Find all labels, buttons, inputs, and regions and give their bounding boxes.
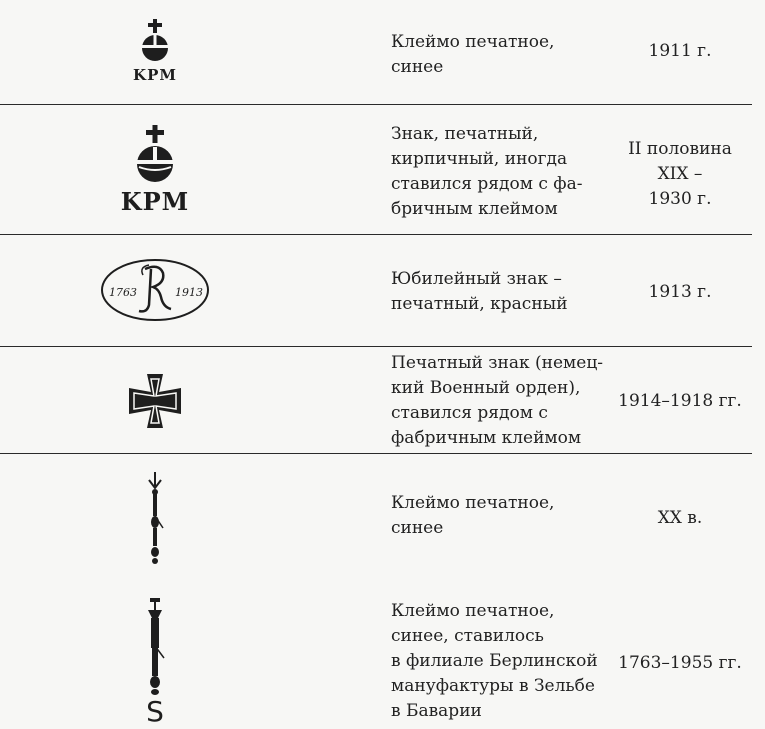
mark-row-4 bbox=[0, 347, 765, 453]
orb-cross-icon bbox=[135, 17, 175, 65]
mark-description: Клеймо печатное, синее bbox=[391, 32, 555, 77]
mark-description: Печатный знак (немец- кий Военный орден), ставился рядом с фабричным клеймом bbox=[391, 353, 604, 448]
year-right: 1913 bbox=[175, 286, 203, 299]
mark-row-3 bbox=[0, 235, 765, 346]
mark-date: 1913 г. bbox=[648, 282, 712, 302]
mark-image-2 bbox=[95, 121, 215, 217]
mark-image-4 bbox=[95, 371, 215, 431]
mark-description: Юбилейный знак – печатный, красный bbox=[391, 269, 568, 314]
mark-row-1 bbox=[0, 0, 765, 104]
mark-description: Клеймо печатное, синее bbox=[391, 493, 555, 538]
mark-description: Знак, печатный, кирпичный, иногда ставился рядом с фа- бричным клеймом bbox=[391, 124, 583, 219]
jubilee-oval-icon bbox=[99, 255, 211, 325]
orb-cross-icon bbox=[129, 123, 181, 185]
mark-letter: S bbox=[146, 695, 164, 728]
mark-image-3 bbox=[95, 251, 215, 329]
mark-description: Клеймо печатное, синее, ставилось в филиале Берлинской мануфактуры в Зельбе в Баварии bbox=[391, 601, 598, 721]
mark-image-6 bbox=[95, 596, 215, 729]
iron-cross-icon bbox=[127, 372, 183, 430]
mark-date: XX в. bbox=[657, 508, 703, 528]
mark-label: KPM bbox=[133, 65, 177, 84]
mark-date: II половина XIX – 1930 г. bbox=[628, 139, 732, 209]
scepter-s-icon bbox=[142, 596, 168, 696]
mark-date: 1763–1955 гг. bbox=[618, 653, 742, 673]
mark-image-1 bbox=[95, 14, 215, 86]
mark-row-2 bbox=[0, 105, 765, 234]
mark-label: KPM bbox=[120, 186, 190, 216]
scepter-icon bbox=[143, 470, 167, 566]
mark-row-5 bbox=[0, 454, 765, 580]
mark-date: 1911 г. bbox=[648, 41, 712, 61]
year-left: 1763 bbox=[109, 286, 137, 299]
mark-row-6 bbox=[0, 580, 765, 729]
mark-image-5 bbox=[95, 468, 215, 568]
mark-date: 1914–1918 гг. bbox=[618, 391, 742, 411]
